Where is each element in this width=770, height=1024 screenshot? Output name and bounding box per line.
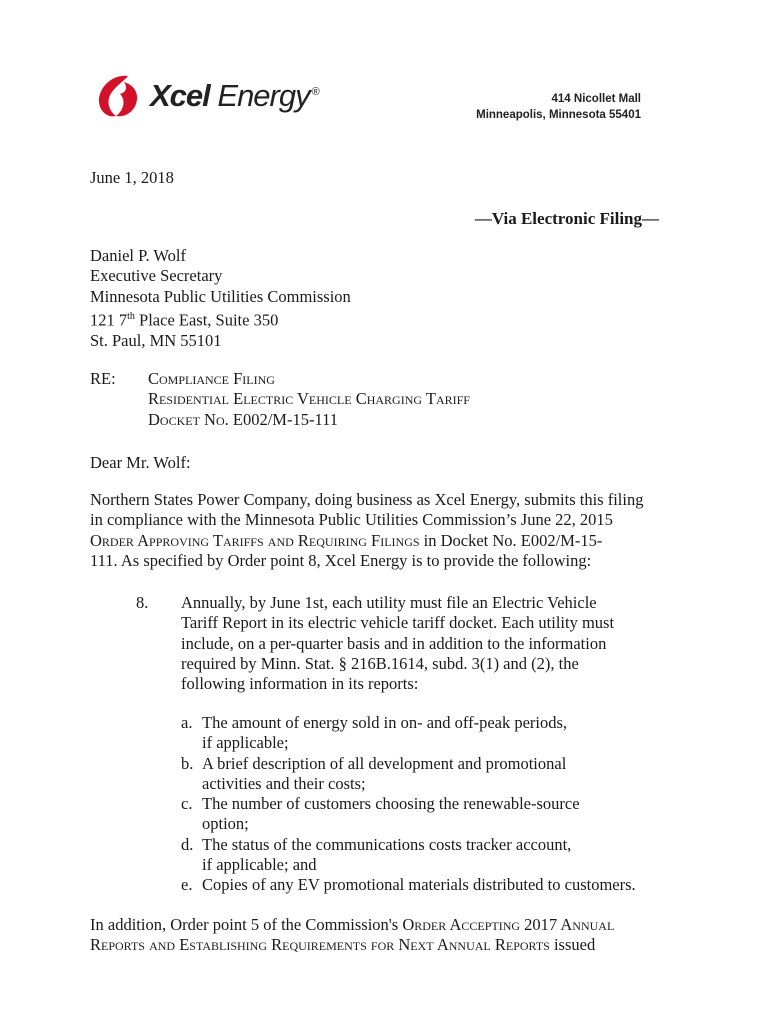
list-marker: d. xyxy=(181,834,194,854)
letter-date: June 1, 2018 xyxy=(90,168,174,187)
sender-address xyxy=(476,91,641,123)
order-line-5: following information in its reports: xyxy=(181,674,419,694)
para1-line-3-rest: in Docket No. E002/M-15- xyxy=(419,530,603,550)
order-title: Order Approving Tariffs and Requiring Filings xyxy=(90,530,420,550)
order-line-2: Tariff Report in its electric vehicle tariff docket. Each utility must xyxy=(181,613,615,633)
order-point-number: 8. xyxy=(136,593,149,612)
list-item xyxy=(181,875,661,895)
order-line-1: Annually, by June 1st, each utility must file an Electric Vehicle xyxy=(181,593,597,612)
xcel-swoosh-icon xyxy=(90,70,146,126)
list-item-line: A brief description of all development and promotional xyxy=(202,753,567,773)
re-subject xyxy=(148,369,470,430)
logo-reg-mark: ® xyxy=(311,85,319,98)
street-post: Place East, Suite 350 xyxy=(134,310,279,330)
logo-wordmark xyxy=(150,78,319,114)
list-item-line: if applicable; and xyxy=(202,855,317,875)
para2-line-1 xyxy=(90,915,680,935)
recipient-city: St. Paul, MN 55101 xyxy=(90,330,222,350)
re-line-1: Compliance Filing xyxy=(148,369,275,388)
list-item-line: option; xyxy=(202,814,249,834)
address-line-2: Minneapolis, Minnesota 55401 xyxy=(476,109,641,121)
para1-line-3 xyxy=(90,531,675,551)
list-item-line: activities and their costs; xyxy=(202,773,366,793)
recipient-org: Minnesota Public Utilities Commission xyxy=(90,286,351,306)
list-marker: c. xyxy=(181,794,193,814)
salutation: Dear Mr. Wolf: xyxy=(90,453,191,472)
re-line-3 xyxy=(148,410,470,430)
address-line-1: 414 Nicollet Mall xyxy=(551,93,641,105)
list-item-line: Copies of any EV promotional materials distributed to customers. xyxy=(202,875,636,895)
recipient-block xyxy=(90,246,351,351)
street-pre: 121 7 xyxy=(90,310,128,330)
list-item-line: The number of customers choosing the renewable-source xyxy=(202,794,580,814)
order2-title-part-2: Reports and Establishing Requirements for Next Annual Reports xyxy=(90,935,550,955)
list-item-line: The status of the communications costs tracker account, xyxy=(202,834,572,854)
street-sup: th xyxy=(127,310,135,322)
recipient-name: Daniel P. Wolf xyxy=(90,246,186,265)
order-point-text xyxy=(181,593,641,694)
list-marker: b. xyxy=(181,753,194,773)
para2-line-2 xyxy=(90,935,680,955)
list-item xyxy=(181,794,661,835)
list-marker: a. xyxy=(181,713,193,732)
list-item-line: if applicable; xyxy=(202,733,289,753)
re-label: RE: xyxy=(90,369,116,388)
para1-line-4: 111. As specified by Order point 8, Xcel Energy is to provide the following: xyxy=(90,550,592,570)
list-item xyxy=(181,754,661,795)
re-docket-label: Docket No. xyxy=(148,409,229,429)
para1-line-2: in compliance with the Minnesota Public Utilities Commission’s June 22, 2015 xyxy=(90,510,613,530)
para1-line-1: Northern States Power Company, doing business as Xcel Energy, submits this filing xyxy=(90,490,644,509)
logo-brand-light: Energy xyxy=(209,78,310,113)
logo-brand-bold: Xcel xyxy=(150,78,210,113)
order2-title-part-1: Order Accepting 2017 Annual xyxy=(402,915,615,934)
list-item xyxy=(181,713,661,754)
re-line-2: Residential Electric Vehicle Charging Tariff xyxy=(148,389,470,409)
xcel-energy-logo xyxy=(90,70,350,130)
list-item-line: The amount of energy sold in on- and off-peak periods, xyxy=(202,713,568,732)
para2-line-2-post: issued xyxy=(549,935,596,955)
delivery-method: —Via Electronic Filing— xyxy=(474,209,659,228)
requirements-list xyxy=(181,713,661,896)
re-docket-number: E002/M-15-111 xyxy=(228,409,338,429)
recipient-title: Executive Secretary xyxy=(90,266,223,286)
list-marker: e. xyxy=(181,875,193,895)
paragraph-2 xyxy=(90,915,680,956)
order-line-3: include, on a per-quarter basis and in addition to the information xyxy=(181,633,607,653)
paragraph-1 xyxy=(90,490,675,571)
recipient-street xyxy=(90,307,351,331)
order-line-4: required by Minn. Stat. § 216B.1614, subd. 3(1) and (2), the xyxy=(181,653,579,673)
para2-line-1-pre: In addition, Order point 5 of the Commission's xyxy=(90,915,403,934)
list-item xyxy=(181,835,661,876)
